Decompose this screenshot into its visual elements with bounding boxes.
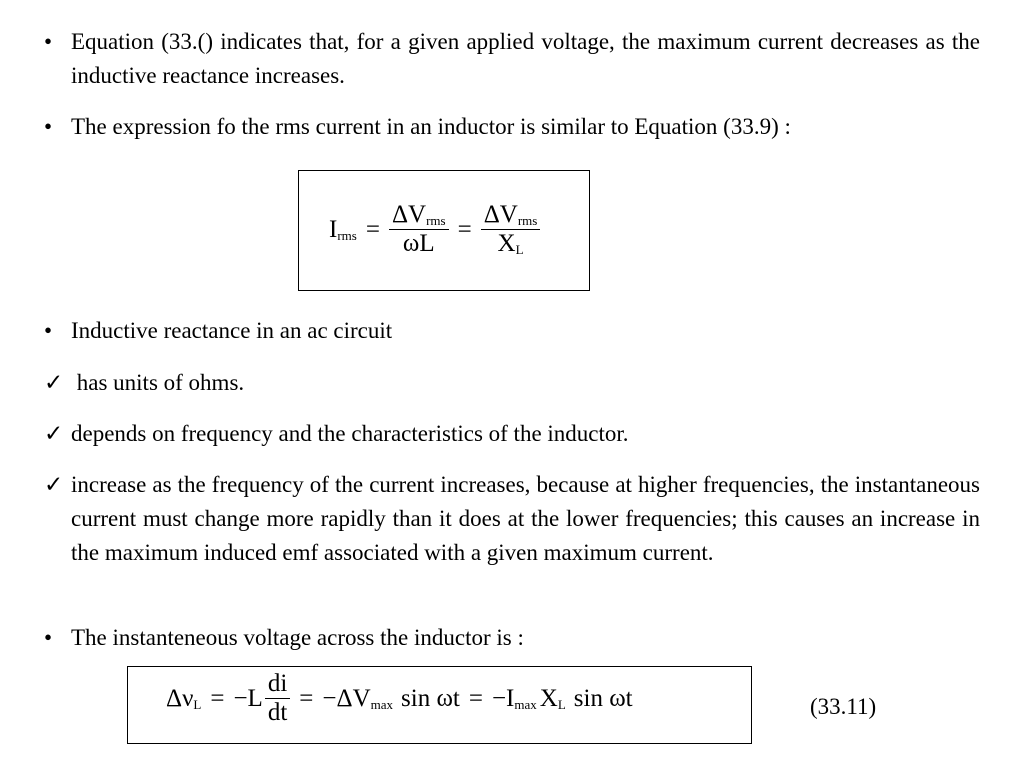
- check-text: has units of ohms.: [71, 370, 245, 395]
- bullet-max-current: [44, 25, 980, 93]
- bullet-text: Inductive reactance in an ac circuit: [71, 318, 393, 343]
- bullet-instantaneous-voltage: [44, 621, 980, 655]
- check-increase-frequency: [44, 468, 980, 570]
- eq2-fraction-di-dt: $\frac{di}{dt}$: [265, 670, 290, 727]
- eq2-equals-2: =: [299, 684, 314, 712]
- bullet-text: The instanteneous voltage across the inductor is :: [71, 625, 524, 650]
- rms-current-equation: [329, 201, 540, 258]
- eq2-equals-3: =: [468, 684, 483, 712]
- eq1-equals: =: [365, 215, 380, 243]
- check-text: depends on frequency and the characteristics of the inductor.: [71, 421, 629, 446]
- eq1-lhs: $I_{rms}$: [329, 215, 357, 243]
- bullet-text: The expression fo the rms current in an inductor is similar to Equation (33.9) :: [71, 114, 791, 139]
- eq2-lhs: $\Delta\nu_L$: [166, 684, 202, 712]
- eq2-term2: $-\Delta V_{max}$: [322, 684, 394, 712]
- check-units-ohms: [44, 366, 980, 400]
- bullet-marker: •: [44, 625, 53, 650]
- eq2-term2-sin: sin ωt: [401, 684, 460, 712]
- check-icon: ✓: [44, 370, 64, 395]
- eq1-equals-2: =: [457, 215, 472, 243]
- bullet-marker: •: [44, 318, 53, 343]
- eq2-term3-xl: $X_L$: [539, 684, 566, 712]
- equation-number: (33.11): [810, 694, 877, 719]
- rms-current-equation-box: [298, 170, 590, 291]
- check-depends-frequency: [44, 417, 980, 451]
- bullet-marker: •: [44, 114, 53, 139]
- check-text: increase as the frequency of the current increases, because at higher frequencies, the instantaneous current must change more rapidly than it does at the lower frequencies; this causes an increase in the maximum induced emf associated with a given maximum current.: [71, 472, 980, 565]
- bullet-inductive-reactance: [44, 314, 980, 348]
- bullet-marker: •: [44, 29, 53, 54]
- check-icon: ✓: [44, 421, 64, 446]
- check-icon: ✓: [44, 472, 64, 497]
- instantaneous-voltage-equation-box: [127, 666, 752, 744]
- instantaneous-voltage-equation: [166, 670, 633, 727]
- eq2-term3-sin: sin ωt: [573, 684, 633, 712]
- eq1-fraction-omega-l: $\frac{\Delta V_{rms}}{\omega L}$: [389, 201, 449, 258]
- eq2-term1-prefix: −L: [233, 684, 263, 712]
- eq1-fraction-xl: $\frac{\Delta V_{rms}}{X_L}$: [481, 201, 541, 258]
- eq2-equals: =: [210, 684, 225, 712]
- eq2-term3: $-I_{max}$: [491, 684, 537, 712]
- bullet-text: Equation (33.() indicates that, for a given applied voltage, the maximum current decreases as the inductive reactance increases.: [71, 29, 980, 88]
- bullet-rms-expression: [44, 110, 980, 144]
